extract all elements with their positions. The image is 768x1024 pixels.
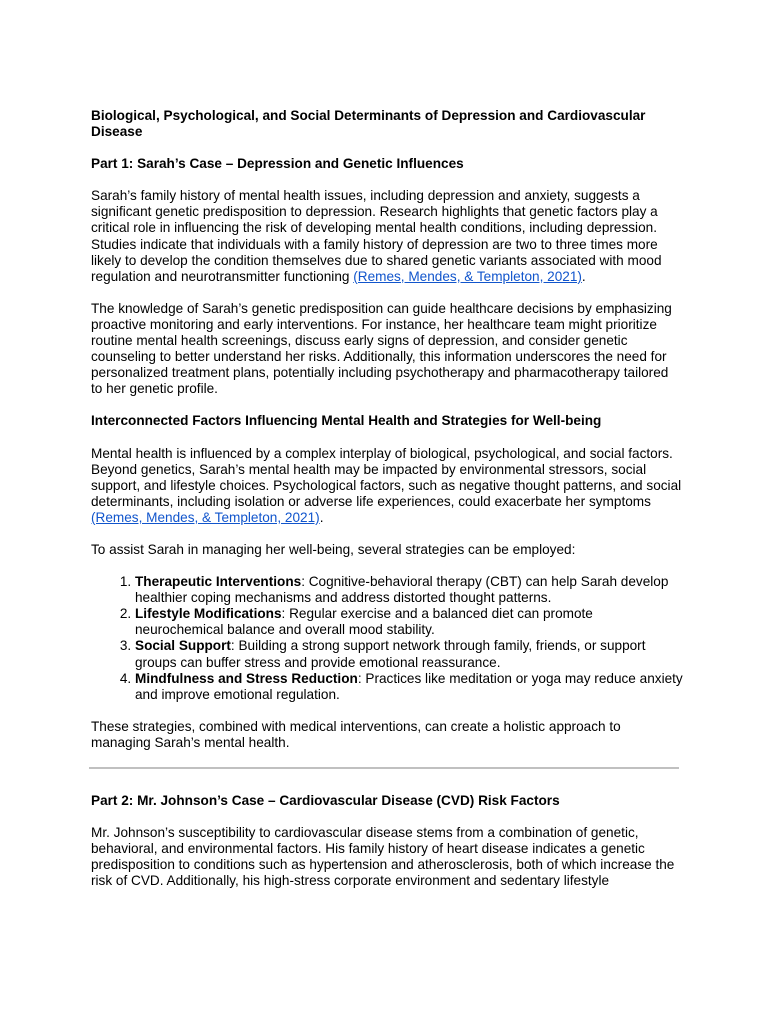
strategies-conclusion: These strategies, combined with medical interventions, can create a holistic approach to managing Sarah’s mental health. [91, 718, 621, 750]
strategy-description: : Building a strong support network through family, friends, or support groups can buffer stress and provide emotional reassurance. [135, 638, 646, 670]
list-item [135, 638, 683, 670]
part1-paragraph-1-end: . [581, 268, 586, 284]
interconnected-paragraph-1-text: Mental health is influenced by a complex interplay of biological, psychological, and social factors. Beyond genetics, Sarah’s mental health may be impacted by environmental stressors, social support, and lifestyle choices. Psychological factors, such as negative thought patterns, and social determinants, including isolation or adverse life experiences, could exacerbate her symptoms [91, 445, 682, 509]
strategy-term: Social Support [135, 638, 231, 654]
part1-heading: Part 1: Sarah’s Case – Depression and Genetic Influences [91, 156, 464, 172]
section-divider [89, 767, 679, 769]
part1-paragraph-2: The knowledge of Sarah’s genetic predisposition can guide healthcare decisions by emphasizing proactive monitoring and early interventions. For instance, her healthcare team might prioritize routine mental health screenings, discuss early signs of depression, and consider genetic counseling to better understand her risks. Additionally, this information underscores the need for personalized treatment plans, potentially including psychotherapy and pharmacotherapy tailored to her genetic profile. [91, 300, 672, 397]
citation-link[interactable]: (Remes, Mendes, & Templeton, 2021) [353, 268, 582, 284]
strategy-term: Mindfulness and Stress Reduction [135, 670, 358, 686]
strategies-list [91, 574, 683, 703]
interconnected-paragraph-1-end: . [319, 509, 324, 525]
strategy-term: Lifestyle Modifications [135, 606, 282, 622]
part2-heading: Part 2: Mr. Johnson’s Case – Cardiovascular Disease (CVD) Risk Factors [91, 793, 560, 808]
strategy-description: : Regular exercise and a balanced diet can promote neurochemical balance and overall mood stability. [135, 606, 593, 638]
interconnected-heading: Interconnected Factors Influencing Mental Health and Strategies for Well-being [91, 413, 602, 429]
strategies-intro: To assist Sarah in managing her well-being, several strategies can be employed: [91, 541, 576, 557]
strategy-term: Therapeutic Interventions [135, 574, 302, 590]
part1-paragraph-1 [91, 188, 683, 285]
part2-paragraph-1: Mr. Johnson’s susceptibility to cardiovascular disease stems from a combination of genetic, behavioral, and environmental factors. His family history of heart disease indicates a genetic predisposition to conditions such as hypertension and atherosclerosis, both of which increase the risk of CVD. Additionally, his high-stress corporate environment and sedentary lifestyle [91, 825, 675, 889]
strategy-description: : Practices like meditation or yoga may reduce anxiety and improve emotional regulation. [135, 670, 683, 702]
document-page [91, 108, 683, 905]
strategy-description: : Cognitive-behavioral therapy (CBT) can help Sarah develop healthier coping mechanisms and address distorted thought patterns. [135, 574, 669, 606]
part1-paragraph-1-text: Sarah’s family history of mental health issues, including depression and anxiety, suggests a significant genetic predisposition to depression. Research highlights that genetic factors play a critical role in influencing the risk of developing mental health conditions, including depression. Studies indicate that individuals with a family history of depression are two to three times more likely to develop the condition themselves due to shared genetic variants associated with mood regulation and neurotransmitter functioning [91, 188, 662, 284]
document-title: Biological, Psychological, and Social Determinants of Depression and Cardiovascular Disease [91, 108, 646, 140]
list-item [135, 671, 683, 703]
list-item [135, 606, 683, 638]
list-item [135, 574, 683, 606]
citation-link[interactable]: (Remes, Mendes, & Templeton, 2021) [91, 509, 320, 525]
interconnected-paragraph-1 [91, 446, 683, 526]
